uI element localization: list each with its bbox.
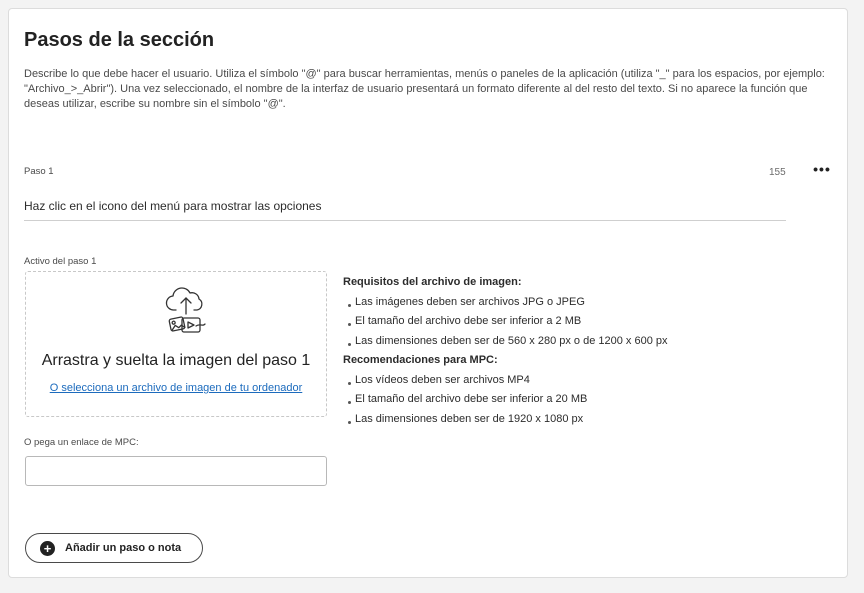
- recommendation-item: Los vídeos deben ser archivos MP4: [343, 371, 703, 391]
- plus-circle-icon: +: [40, 541, 55, 556]
- step-text-field[interactable]: Haz clic en el icono del menú para mostrar las opciones: [24, 197, 786, 221]
- recommendation-item: Las dimensiones deben ser de 1920 x 1080 px: [343, 410, 703, 430]
- section-title: Pasos de la sección: [24, 29, 215, 51]
- mpc-link-input[interactable]: [25, 456, 327, 486]
- requirement-item: Las imágenes deben ser archivos JPG o JPEG: [343, 293, 703, 313]
- requirement-item: El tamaño del archivo debe ser inferior a 2 MB: [343, 312, 703, 332]
- ellipsis-icon[interactable]: •••: [813, 161, 831, 177]
- paste-link-label: O pega un enlace de MPC:: [24, 437, 139, 448]
- step-label: Paso 1: [24, 166, 54, 177]
- requirement-item: Las dimensiones deben ser de 560 x 280 px o de 1200 x 600 px: [343, 332, 703, 352]
- image-dropzone[interactable]: [25, 271, 327, 417]
- add-step-label: Añadir un paso o nota: [65, 542, 182, 554]
- add-step-or-note-button[interactable]: [25, 533, 203, 563]
- image-requirements-heading: Requisitos del archivo de imagen:: [343, 276, 522, 288]
- select-file-link[interactable]: O selecciona un archivo de imagen de tu ordenador: [49, 382, 303, 394]
- cloud-upload-media-icon: [160, 284, 212, 342]
- section-description: Describe lo que debe hacer el usuario. Utiliza el símbolo "@" para buscar herramientas, menús o paneles de la aplicación (utiliza "_" para los espacios, por ejemplo: "Archivo_>_Abrir"). Una vez seleccionado, el nombre de la interfaz de usuario presentará un formato diferente al del resto del texto. Si no aparece la función que deseas utilizar, escribe su nombre sin el símbolo "@".: [24, 68, 825, 110]
- mpc-recommendations-heading: Recomendaciones para MPC:: [343, 354, 498, 366]
- dropzone-title: Arrastra y suelta la imagen del paso 1: [41, 352, 311, 369]
- file-requirements: [343, 273, 703, 429]
- section-steps-card: [8, 8, 848, 578]
- recommendation-item: El tamaño del archivo debe ser inferior a 20 MB: [343, 390, 703, 410]
- step-asset-label: Activo del paso 1: [24, 256, 97, 267]
- character-count: 155: [769, 167, 786, 178]
